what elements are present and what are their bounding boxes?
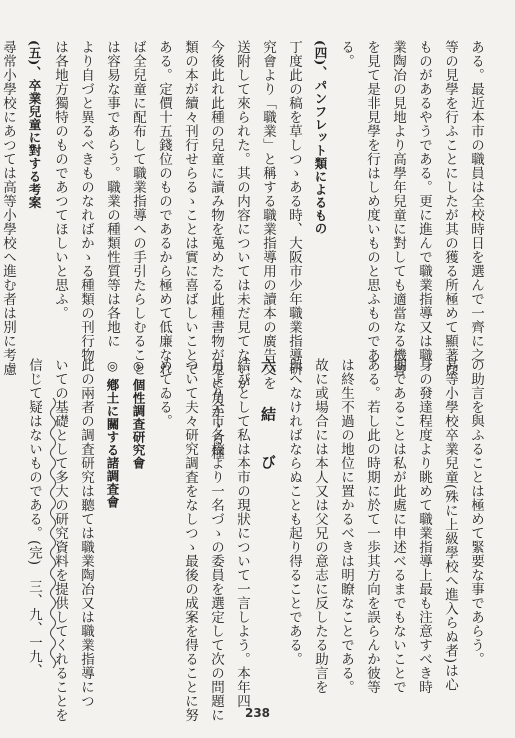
text-column: は終生不過の地位に置かるべきは明瞭なことである。: [338, 358, 354, 694]
text-column: は容易な事であらう。職業の種類性質等は各地に: [104, 40, 120, 348]
text-column: 與へなければならぬことも起り得ることである。: [286, 358, 302, 666]
section-heading: 六 結 び: [259, 358, 277, 484]
text-column: 究會より「職業」と稱する職業指導用の讀本の廣告文を: [260, 40, 276, 390]
text-column: 等の見學を行ふことにしたが其の獲る所極めて顯著な: [442, 40, 458, 376]
text-column: る。: [338, 40, 354, 68]
text-column: を見て是非見學を行はしめ度いものと思ふものであ: [364, 40, 380, 362]
text-column: 類の本が續々刊行せらるゝことは實に喜ばしいことで: [182, 40, 198, 376]
text-column: 業陶冶の見地より高學年兒童に對しても適當なる機會: [390, 40, 406, 376]
text-column: 期であることは私が此處に申述べるまでもないことで: [390, 358, 406, 694]
text-column: 結びとして私は本市の現狀について一言しよう。本年四: [234, 358, 250, 708]
subsection-heading: (五)、卒業兒童に對する考案: [27, 40, 42, 209]
text-column: ば全兒童に配布して職業指導への手引たらしむること: [130, 40, 146, 376]
text-column: 送附して來られた。其の内容については未だ見てないが: [234, 40, 250, 390]
text-column: 月より全市各校より一名づゝの委員を選定して次の問題に: [208, 358, 224, 722]
text-column: 信じて疑はないものである。(完) 三、九、一九、: [26, 358, 42, 678]
text-column: めてゐる。: [156, 358, 172, 428]
wavy-end-rule: [46, 398, 60, 668]
text-column: 此の兩者の調査研究は聽ては職業陶冶又は職業指導につ: [78, 358, 94, 708]
text-column: ものがあるやうである。更に進んで職業指導又は職: [416, 40, 432, 362]
text-column: ある。若し此の時期に於て一歩其方向を誤らんか彼等: [364, 358, 380, 694]
text-column: 身の發達程度より眺めて職業指導上最も注意すべき時: [416, 358, 432, 694]
list-item: ◎ 個性調査研究會: [131, 358, 146, 470]
text-column: の助言を與ふることは極めて緊要な事であらう。: [468, 358, 484, 666]
text-column: いての基礎として多大の研究資料を提供してくれることを: [52, 358, 68, 722]
text-column: 高等小學校卒業兒童(殊に上級學校へ進入らぬ者)は心: [442, 358, 458, 692]
text-column: より自づと異るべきものなればかゝる種類の刊行物: [78, 40, 94, 362]
text-column: 丁度此の稿を草しつゝある時、大阪市少年職業指導研: [286, 40, 302, 376]
text-column: ついて夫々研究調査をなしつゝ最後の成案を得ることに努: [182, 358, 198, 722]
text-column: 尋常小學校にあつては高等小學校へ進む者は別に考慮: [0, 40, 16, 376]
text-column: は各地方獨特のものであつてほしいと思ふ。: [52, 40, 68, 320]
text-column: 今後此れ此種の兒童に讀み物を蒐めたる此種書物が兎に角かゝる種: [208, 40, 224, 460]
subsection-heading: (四)、パンフレット類によるもの: [313, 40, 328, 235]
list-item: ◎ 鄕土に關する諸調査會: [105, 358, 120, 509]
text-column: ある。最近本市の職員は全校時日を選んで一齊に之: [468, 40, 484, 362]
page-number: 238: [244, 706, 271, 720]
text-column: 故に或場合には本人又は父兄の意志に反したる助言を: [312, 358, 328, 694]
text-column: ある。定價十五錢位のものであるから極めて低廉なれ: [156, 40, 172, 376]
